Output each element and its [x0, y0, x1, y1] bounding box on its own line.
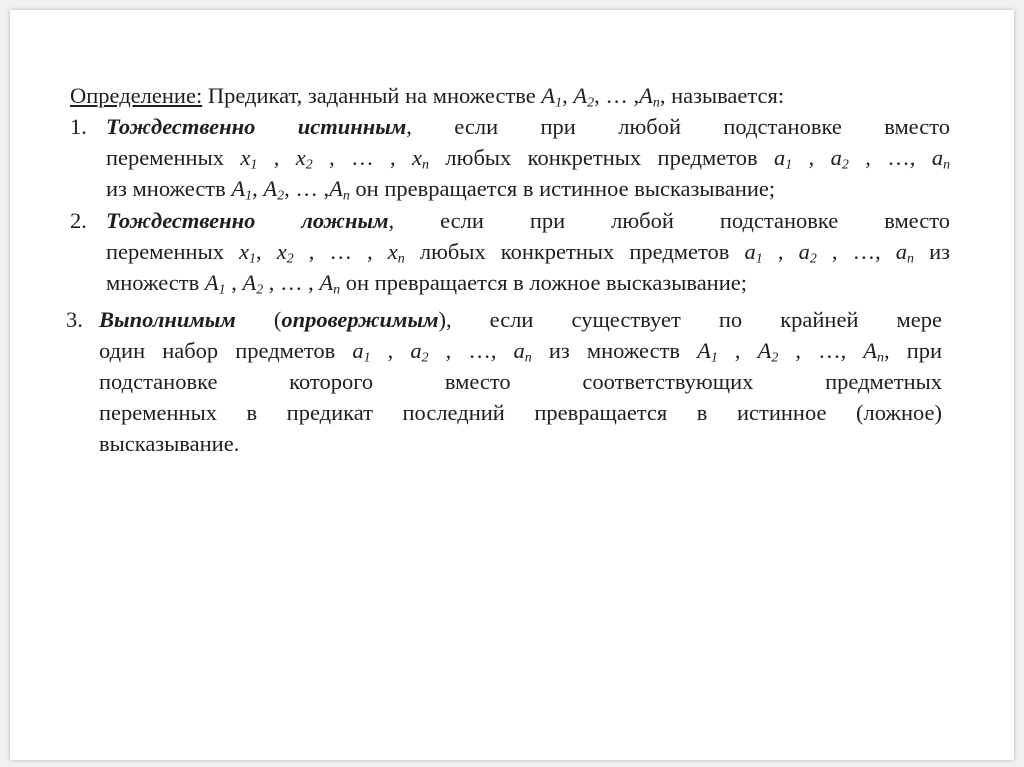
- item-number: 2.: [70, 208, 87, 233]
- slide-page: [10, 10, 1014, 760]
- item-1-line-2: переменных $x_1$ , $x_2$ , … , $x_n$ любых конкретных предметов $a_1$ , $a_2$ , …, $a_n$: [106, 145, 951, 173]
- definition-line: Определение: Предикат, заданный на множестве $A_1$, $A_2$, … $,A_n$, называется:: [70, 83, 785, 111]
- item-number: 1.: [70, 114, 87, 139]
- definition-text: Предикат, заданный на множестве: [202, 83, 542, 108]
- item-3-line-4: переменных в предикат последний превращается в истинное (ложное): [99, 400, 942, 425]
- item-3-line-3: подстановке которого вместо соответствующих предметных: [99, 369, 942, 394]
- item-3-line-2: один набор предметов $a_1$ , $a_2$ , …, $a_n$ из множеств $A_1$ , $A_2$ , …, $A_n$, при: [99, 338, 943, 366]
- item-3-line-5: высказывание.: [99, 431, 240, 456]
- item-2-line-1: Тождественно ложным, если при любой подстановке вместо: [106, 208, 951, 233]
- item-number: 3.: [66, 307, 83, 332]
- document-text: [10, 10, 1014, 760]
- item-3-line-1: Выполнимым (опровержимым), если существует по крайней мере: [99, 307, 943, 332]
- item-1-line-1: Тождественно истинным, если при любой подстановке вместо: [106, 114, 951, 139]
- item-title: Тождественно истинным: [106, 114, 407, 139]
- item-1-line-3: из множеств $A_1$, $A_2$, … $,A_n$ он превращается в истинное высказывание;: [106, 176, 776, 204]
- item-2-line-2: переменных $x_1$, $x_2$ , … , $x_n$ любых конкретных предметов $a_1$ , $a_2$ , …, $a_n$ из: [106, 239, 951, 267]
- item-2-line-3: множеств $A_1$ , $A_2$ , … , $A_n$ он превращается в ложное высказывание;: [106, 270, 748, 298]
- definition-label: Определение:: [70, 83, 203, 108]
- item-title: Тождественно ложным: [106, 208, 389, 233]
- item-title: Выполнимым: [99, 307, 236, 332]
